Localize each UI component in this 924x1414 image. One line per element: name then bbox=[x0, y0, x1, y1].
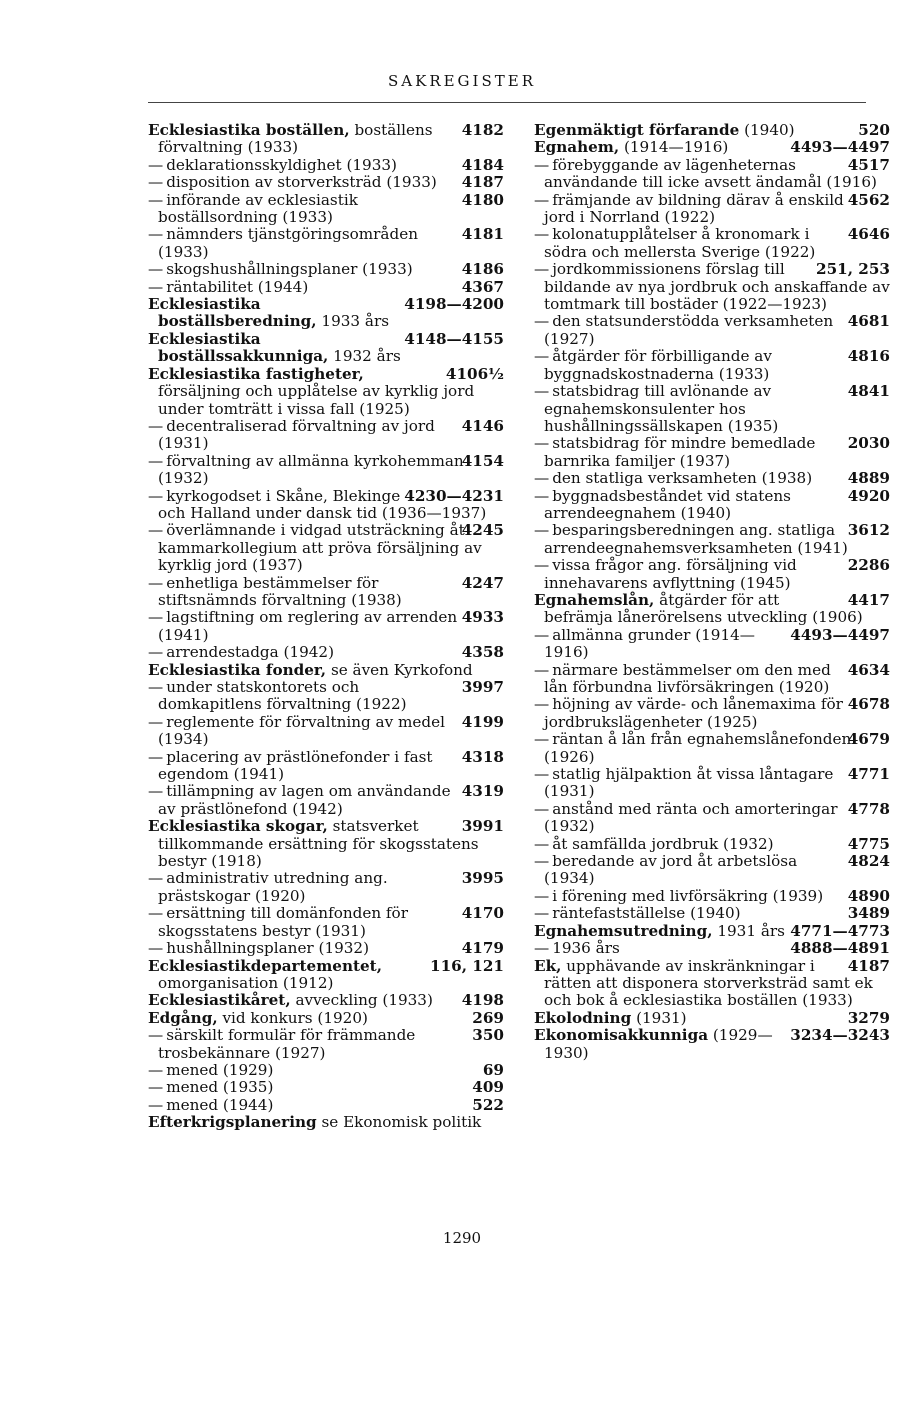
continuation-dash: — bbox=[148, 173, 164, 192]
continuation-dash: — bbox=[148, 486, 164, 505]
entry-text: i förening med livförsäkring (1939) bbox=[552, 886, 824, 905]
continuation-dash: — bbox=[534, 469, 550, 488]
index-entry bbox=[148, 940, 504, 957]
continuation-dash: — bbox=[534, 660, 550, 679]
page-reference: 4681 bbox=[847, 312, 890, 331]
entry-text: den statsunderstödda verksamheten (1927) bbox=[544, 312, 834, 348]
entry-text: (1914—1916) bbox=[623, 138, 729, 157]
index-entry bbox=[534, 888, 890, 905]
entry-heading: Ecklesiastika fonder, bbox=[148, 660, 327, 679]
index-entry bbox=[148, 279, 504, 296]
index-entry bbox=[534, 435, 890, 470]
index-entry bbox=[148, 261, 504, 278]
page-reference: 4417 bbox=[847, 590, 890, 609]
continuation-dash: — bbox=[534, 312, 550, 331]
index-entry bbox=[534, 488, 890, 523]
page-reference: 4154 bbox=[461, 451, 504, 470]
index-entry bbox=[534, 940, 890, 957]
entry-text: närmare bestämmelser om den med lån förbundna livförsäkringen (1920) bbox=[544, 660, 831, 696]
page-reference: 4493—4497 bbox=[790, 138, 890, 157]
entry-text: kyrkogodset i Skåne, Blekinge och Halland under dansk tid (1936—1937) bbox=[158, 486, 487, 522]
continuation-dash: — bbox=[534, 382, 550, 401]
entry-text: (1931) bbox=[636, 1008, 687, 1027]
entry-text: anstånd med ränta och amorteringar (1932) bbox=[544, 799, 838, 836]
index-entry bbox=[534, 139, 890, 156]
right-column bbox=[534, 122, 890, 1062]
entry-text: särskilt formulär för främmande trosbekännare (1927) bbox=[158, 1026, 416, 1062]
continuation-dash: — bbox=[148, 451, 164, 470]
page-reference: 4933 bbox=[461, 608, 504, 627]
entry-heading: Ecklesiastikåret, bbox=[148, 991, 291, 1010]
index-entry bbox=[534, 592, 890, 627]
page-reference: 3991 bbox=[461, 817, 504, 836]
page-reference: 4106½ bbox=[445, 364, 504, 383]
index-entry bbox=[534, 905, 890, 922]
index-entry bbox=[534, 348, 890, 383]
index-entry bbox=[148, 992, 504, 1009]
index-entry bbox=[534, 470, 890, 487]
index-entry bbox=[148, 644, 504, 661]
page-reference: 4319 bbox=[461, 782, 504, 801]
page-reference: 3997 bbox=[461, 678, 504, 696]
entry-text: deklarationsskyldighet (1933) bbox=[166, 155, 397, 174]
page-reference: 4646 bbox=[847, 225, 890, 244]
index-entry bbox=[148, 1027, 504, 1062]
entry-text: se även Kyrkofond bbox=[330, 660, 473, 679]
index-entry bbox=[148, 174, 504, 191]
entry-text: införande av ecklesiastik boställsordning (1933) bbox=[158, 190, 358, 227]
page-reference: 4187 bbox=[461, 173, 504, 192]
page-reference: 2030 bbox=[847, 434, 890, 453]
index-entry bbox=[148, 1114, 504, 1131]
page-reference: 4679 bbox=[847, 730, 890, 749]
entry-text: byggnadsbeståndet vid statens arrendeegnahem (1940) bbox=[544, 486, 791, 522]
continuation-dash: — bbox=[534, 486, 550, 505]
continuation-dash: — bbox=[534, 225, 550, 244]
page-reference: 350 bbox=[472, 1026, 504, 1045]
index-entry bbox=[148, 488, 504, 523]
entry-heading: Ek, bbox=[534, 956, 562, 975]
page-reference: 4634 bbox=[847, 660, 890, 679]
entry-text: reglemente för förvaltning av medel (1934) bbox=[158, 712, 445, 749]
page-reference: 251, 253 bbox=[816, 260, 890, 279]
index-entry bbox=[534, 261, 890, 313]
index-entry bbox=[534, 662, 890, 697]
entry-text: avveckling (1933) bbox=[295, 991, 433, 1010]
entry-text: beredande av jord åt arbetslösa (1934) bbox=[544, 852, 798, 888]
entry-text: den statliga verksamheten (1938) bbox=[552, 469, 813, 488]
index-entry bbox=[148, 296, 504, 331]
index-entry bbox=[148, 366, 504, 418]
continuation-dash: — bbox=[148, 1026, 164, 1045]
page-reference: 522 bbox=[472, 1095, 504, 1114]
index-entry bbox=[148, 870, 504, 905]
page-reference: 116, 121 bbox=[430, 956, 504, 975]
index-entry bbox=[534, 958, 890, 1010]
index-entry bbox=[148, 679, 504, 714]
index-entry bbox=[534, 1027, 890, 1062]
index-entry bbox=[534, 226, 890, 261]
page-reference: 4358 bbox=[461, 643, 504, 662]
page-reference: 4198 bbox=[461, 991, 504, 1010]
page-reference: 4146 bbox=[461, 416, 504, 435]
page-reference: 4841 bbox=[847, 382, 890, 401]
index-entry bbox=[534, 157, 890, 192]
entry-text: decentraliserad förvaltning av jord (1931) bbox=[158, 416, 435, 453]
entry-heading: Ekonomisakkunniga bbox=[534, 1026, 709, 1045]
page-reference: 4920 bbox=[847, 486, 890, 505]
continuation-dash: — bbox=[148, 190, 164, 209]
continuation-dash: — bbox=[534, 695, 550, 714]
continuation-dash: — bbox=[534, 939, 550, 958]
entry-text: mened (1935) bbox=[166, 1078, 274, 1097]
page-reference: 4186 bbox=[461, 260, 504, 279]
page-reference: 4888—4891 bbox=[790, 939, 890, 958]
continuation-dash: — bbox=[148, 678, 164, 696]
index-entry bbox=[148, 453, 504, 488]
entry-text: (1929—1930) bbox=[544, 1026, 773, 1062]
index-entry bbox=[148, 609, 504, 644]
entry-heading: Egenmäktigt förfarande bbox=[534, 121, 740, 139]
page-reference: 4775 bbox=[847, 834, 890, 853]
entry-text: hushållningsplaner (1932) bbox=[166, 939, 370, 958]
page-reference: 4199 bbox=[461, 712, 504, 731]
page-reference: 4181 bbox=[461, 225, 504, 244]
entry-text: administrativ utredning ang. prästskogar (1920) bbox=[158, 869, 388, 905]
page-reference: 3489 bbox=[847, 904, 890, 923]
continuation-dash: — bbox=[148, 712, 164, 731]
page-reference: 4198—4200 bbox=[404, 295, 504, 314]
entry-heading: Ecklesiastika skogar, bbox=[148, 817, 328, 836]
index-entry bbox=[148, 226, 504, 261]
continuation-dash: — bbox=[534, 765, 550, 784]
continuation-dash: — bbox=[148, 939, 164, 958]
index-entry bbox=[148, 714, 504, 749]
page-reference: 4179 bbox=[461, 939, 504, 958]
entry-text: disposition av storverksträd (1933) bbox=[166, 173, 437, 192]
entry-text: statsbidrag för mindre bemedlade barnrika familjer (1937) bbox=[544, 434, 816, 470]
entry-text: åt samfällda jordbruk (1932) bbox=[552, 834, 774, 853]
continuation-dash: — bbox=[148, 155, 164, 174]
index-entry bbox=[534, 522, 890, 557]
left-column bbox=[148, 122, 504, 1132]
continuation-dash: — bbox=[534, 625, 550, 644]
entry-text: besparingsberedningen ang. statliga arrendeegnahemsverksamheten (1941) bbox=[544, 521, 848, 557]
continuation-dash: — bbox=[534, 434, 550, 453]
entry-text: allmänna grunder (1914—1916) bbox=[544, 625, 755, 662]
page-reference: 3612 bbox=[847, 521, 890, 540]
page-reference: 4493—4497 bbox=[790, 625, 890, 644]
entry-text: främjande av bildning därav å enskild jord i Norrland (1922) bbox=[544, 190, 844, 227]
entry-text: höjning av värde- och lånemaxima för jordbrukslägenheter (1925) bbox=[544, 695, 843, 731]
page-reference: 4771 bbox=[847, 765, 890, 784]
entry-text: statsbidrag till avlönande av egnahemskonsulenter hos hushållningssällskapen (1935) bbox=[544, 382, 779, 435]
continuation-dash: — bbox=[148, 904, 164, 923]
index-entry bbox=[148, 818, 504, 870]
index-entry bbox=[148, 783, 504, 818]
page-reference: 4824 bbox=[847, 852, 890, 871]
page-reference: 4187 bbox=[847, 956, 890, 975]
entry-text: lagstiftning om reglering av arrenden (1941) bbox=[158, 608, 458, 644]
page-reference: 4184 bbox=[461, 155, 504, 174]
page-reference: 269 bbox=[472, 1008, 504, 1027]
entry-text: 1931 års bbox=[717, 921, 785, 940]
entry-text: tillämpning av lagen om användande av prästlönefond (1942) bbox=[158, 782, 451, 818]
index-entry bbox=[148, 522, 504, 574]
page-reference: 69 bbox=[482, 1060, 504, 1079]
continuation-dash: — bbox=[148, 782, 164, 801]
page-reference: 4771—4773 bbox=[790, 921, 890, 940]
entry-text: mened (1944) bbox=[166, 1095, 274, 1114]
entry-text: under statskontorets och domkapitlens förvaltning (1922) bbox=[158, 678, 407, 714]
entry-text: försäljning och upplåtelse av kyrklig jord under tomträtt i vissa fall (1925) bbox=[158, 382, 475, 418]
entry-text: jordkommissionens förslag till bildande av nya jordbruk och anskaffande av tomtmark till bostäder (1922—1923) bbox=[544, 260, 890, 314]
index-entry bbox=[148, 958, 504, 993]
entry-heading: Ecklesiastikdepartementet, bbox=[148, 956, 382, 975]
entry-text: förebyggande av lägenheternas användande till icke avsett ändamål (1916) bbox=[544, 155, 877, 192]
page-reference: 4367 bbox=[461, 277, 504, 296]
entry-text: upphävande av inskränkningar i rätten att disponera storverksträd samt ek och bok å ecklesiastika boställen (1933) bbox=[544, 956, 873, 1010]
entry-heading: Ecklesiastika boställen, bbox=[148, 121, 350, 139]
continuation-dash: — bbox=[534, 886, 550, 905]
page-reference: 4180 bbox=[461, 190, 504, 209]
index-entry bbox=[534, 801, 890, 836]
index-entry bbox=[148, 157, 504, 174]
page-reference: 4678 bbox=[847, 695, 890, 714]
index-entry bbox=[534, 696, 890, 731]
index-entry bbox=[148, 662, 504, 679]
continuation-dash: — bbox=[148, 1078, 164, 1097]
continuation-dash: — bbox=[534, 260, 550, 279]
entry-heading: Ekolodning bbox=[534, 1008, 632, 1027]
continuation-dash: — bbox=[534, 155, 550, 174]
header-rule bbox=[148, 102, 866, 103]
entry-text: vid konkurs (1920) bbox=[222, 1008, 368, 1027]
entry-text: överlämnande i vidgad utsträckning åt kammarkollegium att pröva försäljning av kyrklig jord (1937) bbox=[158, 521, 482, 575]
entry-heading: Egnahemsutredning, bbox=[534, 921, 713, 940]
page-reference: 4517 bbox=[847, 155, 890, 174]
index-entry bbox=[534, 122, 890, 139]
page-reference: 4245 bbox=[461, 521, 504, 540]
index-entry bbox=[148, 418, 504, 453]
entry-heading: Ecklesiastika boställsberedning, bbox=[148, 295, 317, 331]
page-reference: 3279 bbox=[847, 1008, 890, 1027]
index-entry bbox=[148, 1062, 504, 1079]
page-reference: 4247 bbox=[461, 573, 504, 592]
entry-text: ersättning till domänfonden för skogsstatens bestyr (1931) bbox=[158, 904, 408, 940]
continuation-dash: — bbox=[534, 834, 550, 853]
entry-heading: Egnahem, bbox=[534, 138, 620, 157]
index-entry bbox=[534, 731, 890, 766]
continuation-dash: — bbox=[148, 869, 164, 888]
page-number: 1290 bbox=[442, 1229, 482, 1247]
page-reference: 4230—4231 bbox=[404, 486, 504, 505]
index-entry bbox=[534, 557, 890, 592]
entry-text: placering av prästlönefonder i fast egendom (1941) bbox=[158, 747, 433, 784]
index-entry bbox=[534, 1010, 890, 1027]
continuation-dash: — bbox=[148, 277, 164, 296]
page-reference: 4890 bbox=[847, 886, 890, 905]
continuation-dash: — bbox=[148, 225, 164, 244]
entry-text: statsverket tillkommande ersättning för skogsstatens bestyr (1918) bbox=[158, 817, 479, 871]
page-reference: 3995 bbox=[461, 869, 504, 888]
page-reference: 4148—4155 bbox=[404, 329, 504, 348]
page-reference: 4318 bbox=[461, 747, 504, 766]
index-entry bbox=[534, 853, 890, 888]
index-entry bbox=[148, 331, 504, 366]
index-entry bbox=[148, 749, 504, 784]
entry-text: skogshushållningsplaner (1933) bbox=[166, 260, 413, 279]
continuation-dash: — bbox=[534, 730, 550, 749]
continuation-dash: — bbox=[148, 608, 164, 627]
continuation-dash: — bbox=[148, 747, 164, 766]
entry-text: åtgärder för förbilligande av byggnadskostnaderna (1933) bbox=[544, 347, 772, 383]
entry-text: arrendestadga (1942) bbox=[166, 643, 335, 662]
index-entry bbox=[148, 575, 504, 610]
continuation-dash: — bbox=[534, 190, 550, 209]
page-reference: 4170 bbox=[461, 904, 504, 923]
entry-text: omorganisation (1912) bbox=[158, 973, 334, 992]
continuation-dash: — bbox=[148, 643, 164, 662]
index-entry bbox=[534, 383, 890, 435]
index-entry bbox=[534, 313, 890, 348]
continuation-dash: — bbox=[534, 347, 550, 366]
index-entry bbox=[534, 627, 890, 662]
index-entry bbox=[534, 766, 890, 801]
page-reference: 4778 bbox=[847, 799, 890, 818]
continuation-dash: — bbox=[148, 521, 164, 540]
continuation-dash: — bbox=[148, 416, 164, 435]
entry-text: förvaltning av allmänna kyrkohemman (1932) bbox=[158, 451, 464, 488]
entry-heading: Edgång, bbox=[148, 1008, 218, 1027]
entry-text: mened (1929) bbox=[166, 1060, 274, 1079]
continuation-dash: — bbox=[148, 1095, 164, 1114]
entry-text: 1936 års bbox=[552, 939, 620, 958]
entry-text: kolonatupplåtelser å kronomark i södra och mellersta Sverige (1922) bbox=[544, 225, 816, 261]
entry-text: nämnders tjänstgöringsområden (1933) bbox=[158, 225, 418, 261]
entry-heading: Egnahemslån, bbox=[534, 590, 655, 609]
entry-text: 1933 års bbox=[321, 312, 389, 331]
page-reference: 409 bbox=[472, 1078, 504, 1097]
entry-text: se Ekonomisk politik bbox=[321, 1113, 482, 1132]
index-entry bbox=[534, 192, 890, 227]
entry-text: boställens förvaltning (1933) bbox=[158, 121, 433, 157]
index-entry bbox=[148, 122, 504, 157]
index-entry bbox=[148, 1097, 504, 1114]
entry-heading: Efterkrigsplanering bbox=[148, 1113, 317, 1132]
continuation-dash: — bbox=[148, 260, 164, 279]
index-entry bbox=[148, 192, 504, 227]
index-entry bbox=[148, 905, 504, 940]
index-entry bbox=[534, 836, 890, 853]
entry-text: (1940) bbox=[744, 121, 795, 139]
page-reference: 2286 bbox=[847, 556, 890, 575]
entry-text: räntefastställelse (1940) bbox=[552, 904, 741, 923]
entry-heading: Ecklesiastika fastigheter, bbox=[148, 364, 364, 383]
continuation-dash: — bbox=[148, 573, 164, 592]
entry-text: räntan å lån från egnahemslånefonden (1926) bbox=[544, 730, 852, 766]
page-reference: 4182 bbox=[461, 121, 504, 139]
page-reference: 4816 bbox=[847, 347, 890, 366]
continuation-dash: — bbox=[534, 556, 550, 575]
page-reference: 520 bbox=[858, 121, 890, 139]
entry-heading: Ecklesiastika boställssakkunniga, bbox=[148, 329, 329, 366]
page-reference: 4562 bbox=[847, 190, 890, 209]
continuation-dash: — bbox=[534, 799, 550, 818]
entry-text: räntabilitet (1944) bbox=[166, 277, 309, 296]
entry-text: statlig hjälpaktion åt vissa låntagare (1931) bbox=[544, 765, 834, 801]
entry-text: vissa frågor ang. försäljning vid innehavarens avflyttning (1945) bbox=[544, 556, 797, 592]
running-header: SAKREGISTER bbox=[388, 72, 536, 90]
entry-text: enhetliga bestämmelser för stiftsnämnds förvaltning (1938) bbox=[158, 573, 402, 609]
continuation-dash: — bbox=[534, 852, 550, 871]
index-entry bbox=[534, 923, 890, 940]
page-reference: 4889 bbox=[847, 469, 890, 488]
index-entry bbox=[148, 1010, 504, 1027]
continuation-dash: — bbox=[534, 521, 550, 540]
entry-text: 1932 års bbox=[333, 347, 401, 366]
continuation-dash: — bbox=[534, 904, 550, 923]
page-reference: 3234—3243 bbox=[790, 1026, 890, 1045]
entry-text: åtgärder för att befrämja lånerörelsens utveckling (1906) bbox=[544, 590, 863, 627]
continuation-dash: — bbox=[148, 1060, 164, 1079]
index-entry bbox=[148, 1079, 504, 1096]
